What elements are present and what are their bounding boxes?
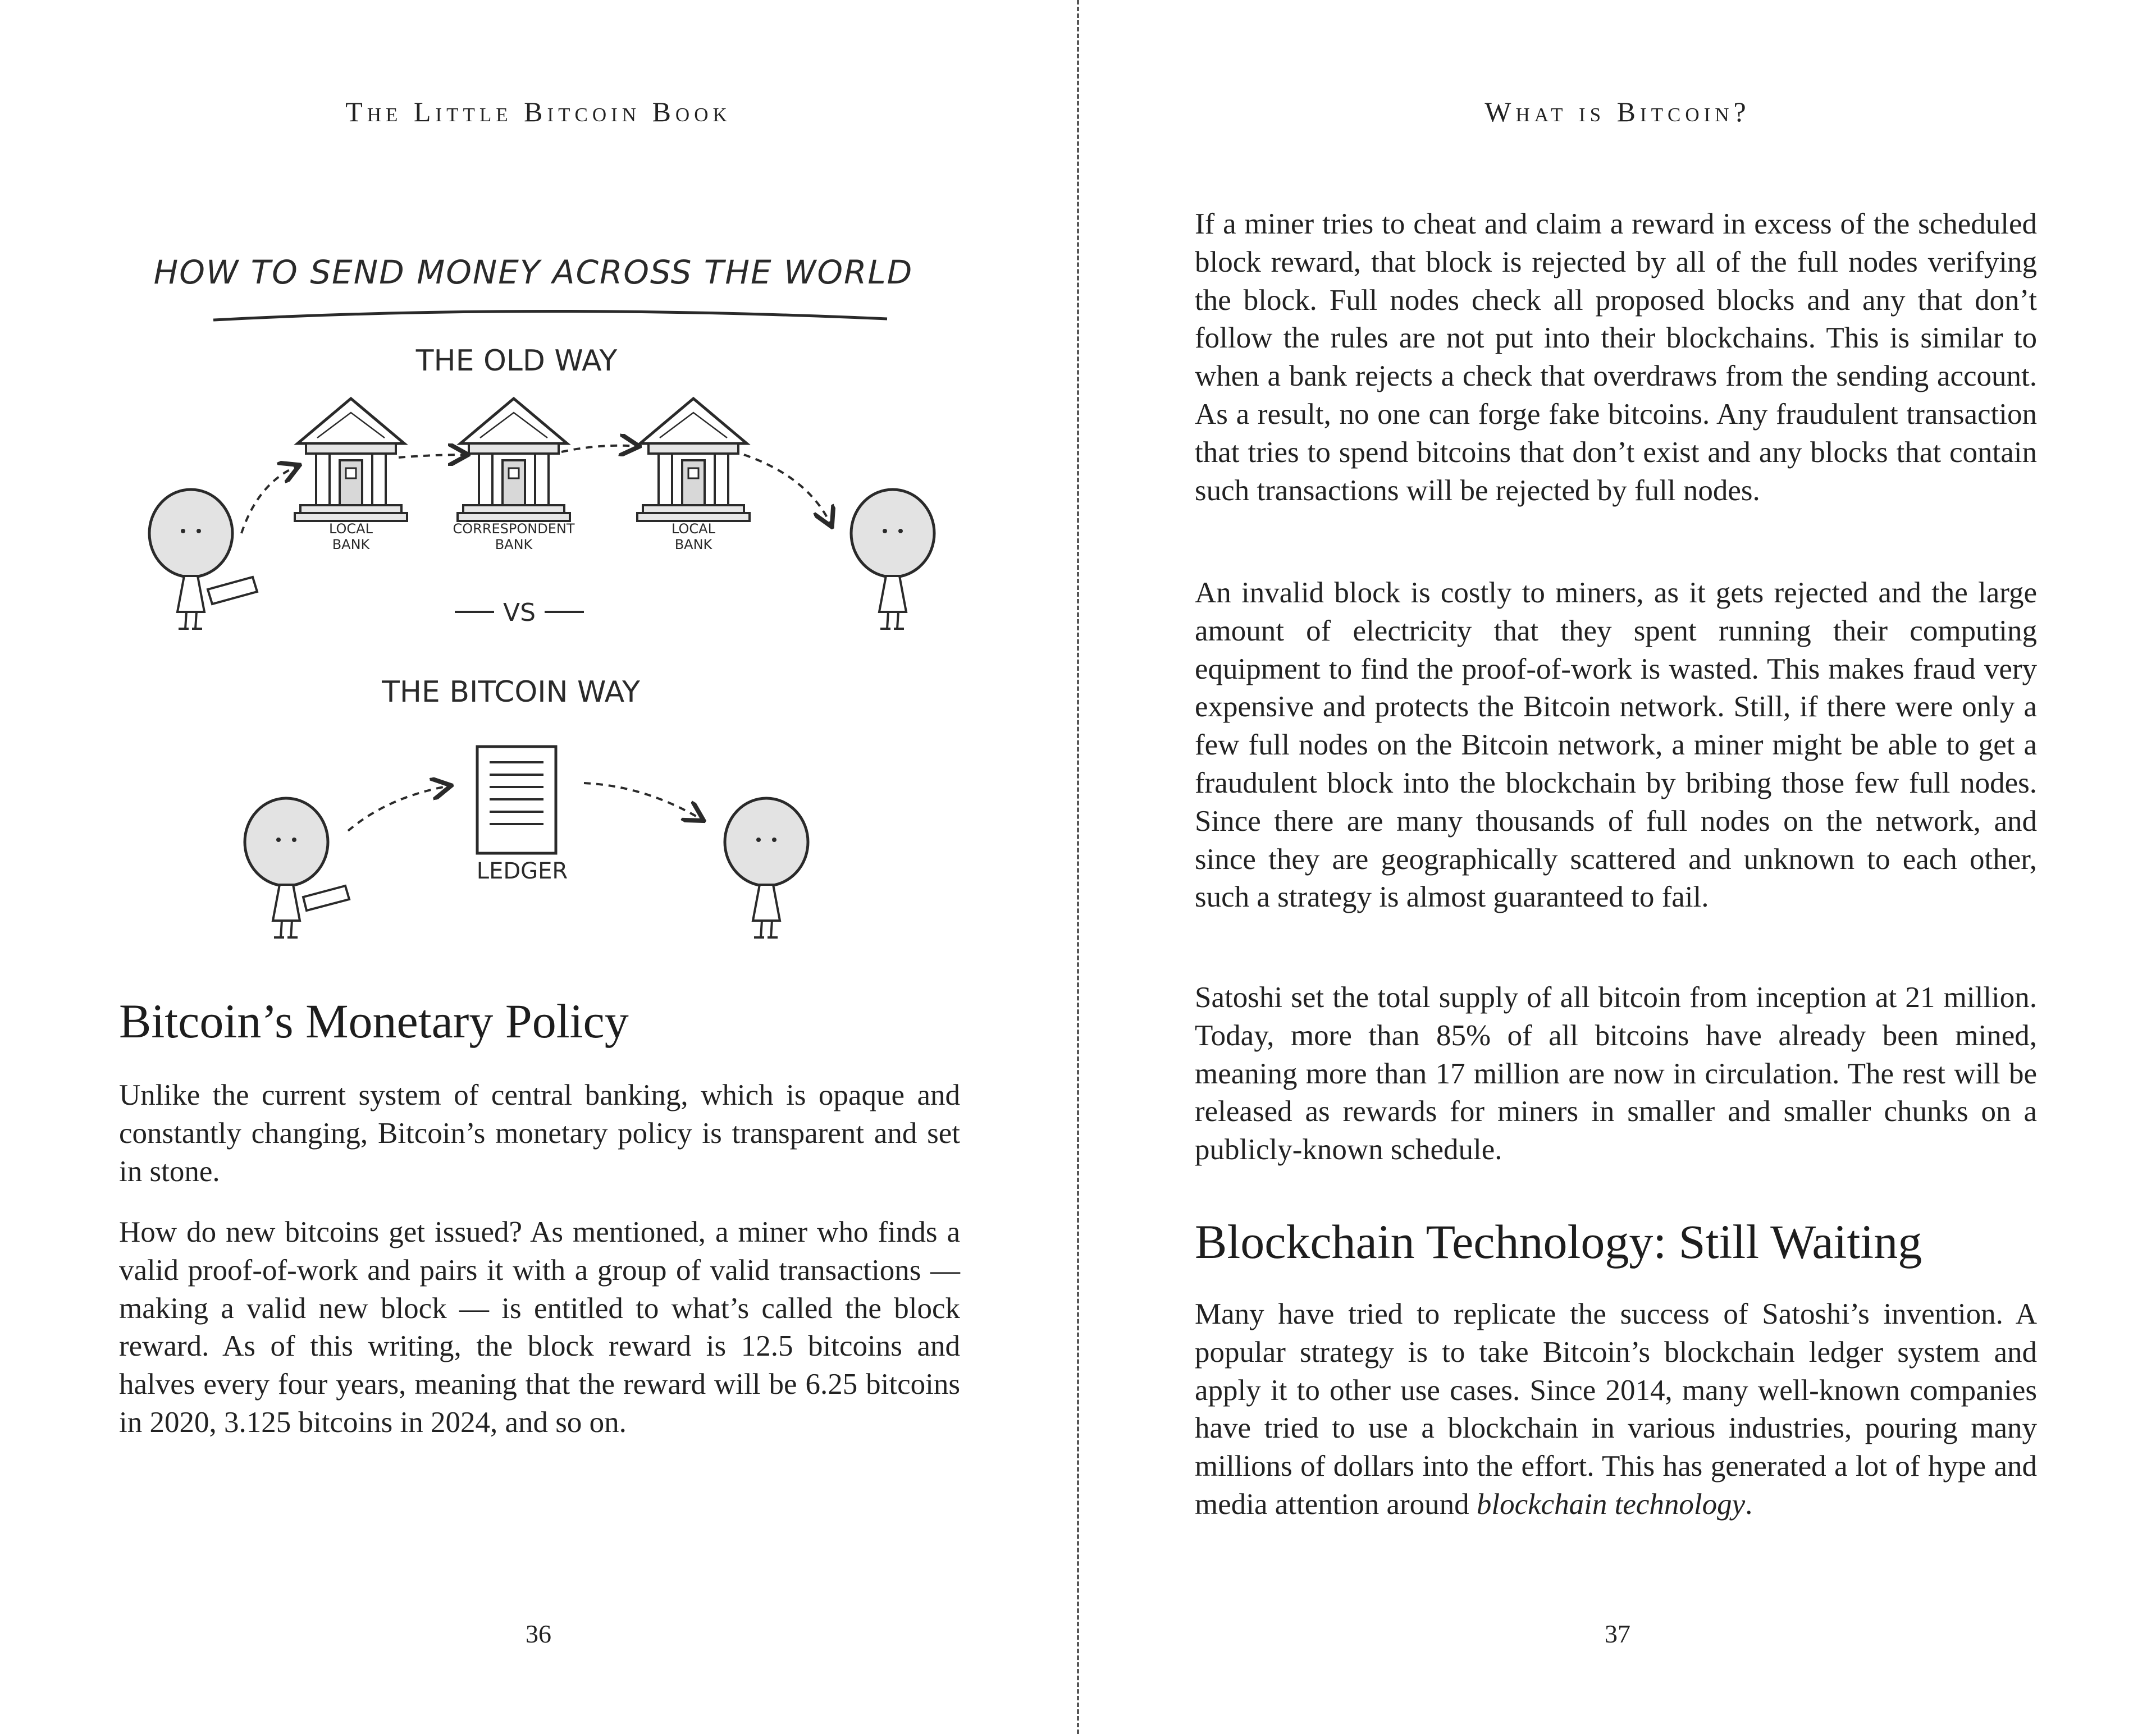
- svg-text:BANK: BANK: [674, 537, 712, 552]
- paragraph: If a miner tries to cheat and claim a reward in excess of the scheduled block reward, that block is rejected by all of the full nodes verifying the block. Full nodes check all proposed blocks and any that don’t follow the rules are not put into their blockchains. This is similar to when a bank rejects a check that overdraws from the sending account. As a result, no one can forge fake bitcoins. Any fraudulent transaction that tries to spend bitcoins that don’t exist and any blocks that contain such transactions will be rejected by full nodes.: [1195, 208, 2037, 507]
- paragraph: [1195, 1296, 2037, 1524]
- svg-text:BANK: BANK: [332, 537, 370, 552]
- page-number-right: 37: [1605, 1619, 1630, 1648]
- svg-text:CORRESPONDENT: CORRESPONDENT: [453, 521, 575, 537]
- svg-text:LOCAL: LOCAL: [329, 521, 373, 537]
- svg-text:BANK: BANK: [495, 537, 533, 552]
- left-page: [0, 0, 1077, 1734]
- section-heading-monetary-policy: Bitcoin’s Monetary Policy: [119, 994, 629, 1048]
- paragraph: An invalid block is costly to miners, as it gets rejected and the large amount of electricity that they spent running their computing equipment to find the proof-of-work is wasted. This makes fraud very expensive and protects the Bitcoin network. Still, if there were only a few full nodes on the Bitcoin network, a miner might be able to get a fraudulent block into the blockchain by bribing those few full nodes. Since there are many thousands of full nodes on the network, and since they are geographically scattered and unknown to each other, such a strategy is almost guaranteed to fail.: [1195, 577, 2037, 914]
- correspondent-bank-icon: [458, 399, 570, 521]
- receiver-person-icon: [851, 489, 934, 629]
- money-transfer-illustration: [107, 219, 971, 943]
- illustration-title: HOW TO SEND MONEY ACROSS THE WORLD: [153, 253, 913, 291]
- old-way-label: THE OLD WAY: [415, 344, 618, 378]
- paragraph-text: Many have tried to replicate the success of Satoshi’s invention. A popular strategy is to take Bitcoin’s blockchain ledger system and apply it to other use cases. Since 2014, many well-known companies have tried to use a blockchain in various industries, pouring many millions of dollars into the effort. This has generated a lot of hype and media attention around: [1195, 1298, 2037, 1521]
- vs-divider: [455, 598, 584, 627]
- paragraph: Unlike the current system of central banking, which is opaque and constantly changing, Bitcoin’s monetary policy is transparent and set in stone.: [119, 1079, 960, 1188]
- vs-label: VS: [503, 598, 536, 627]
- sender-person-icon: [149, 489, 257, 629]
- page-number-left: 36: [526, 1619, 551, 1648]
- emphasis-text: blockchain technology: [1476, 1488, 1746, 1521]
- receiver-person-icon: [725, 798, 808, 937]
- ledger-icon: [477, 747, 556, 853]
- running-head-left: The Little Bitcoin Book: [345, 96, 732, 127]
- svg-text:LOCAL: LOCAL: [672, 521, 715, 537]
- paragraph-end: .: [1745, 1488, 1753, 1521]
- right-page: [1079, 0, 2156, 1734]
- local-bank-icon: [637, 399, 750, 521]
- paragraph: How do new bitcoins get issued? As mentioned, a miner who finds a valid proof-of-work and pairs it with a group of valid transactions — making a valid new block — is entitled to what’s called the block reward. As of this writing, the block reward is 12.5 bitcoins and halves every four years, meaning that the reward will be 6.25 bitcoins in 2020, 3.125 bitcoins in 2024, and so on.: [119, 1216, 960, 1439]
- section-heading-blockchain-technology: Blockchain Technology: Still Waiting: [1195, 1215, 1922, 1269]
- ledger-label: LEDGER: [476, 858, 568, 884]
- bitcoin-way-label: THE BITCOIN WAY: [382, 675, 640, 709]
- paragraph: Satoshi set the total supply of all bitcoin from inception at 21 million. Today, more than 85% of all bitcoins have already been mined, meaning more than 17 million are now in circulation. The rest will be released as rewards for miners in smaller and smaller chunks on a publicly-known schedule.: [1195, 981, 2037, 1166]
- sender-person-icon: [245, 798, 349, 937]
- running-head-right: What is Bitcoin?: [1484, 96, 1751, 127]
- local-bank-icon: [295, 399, 407, 521]
